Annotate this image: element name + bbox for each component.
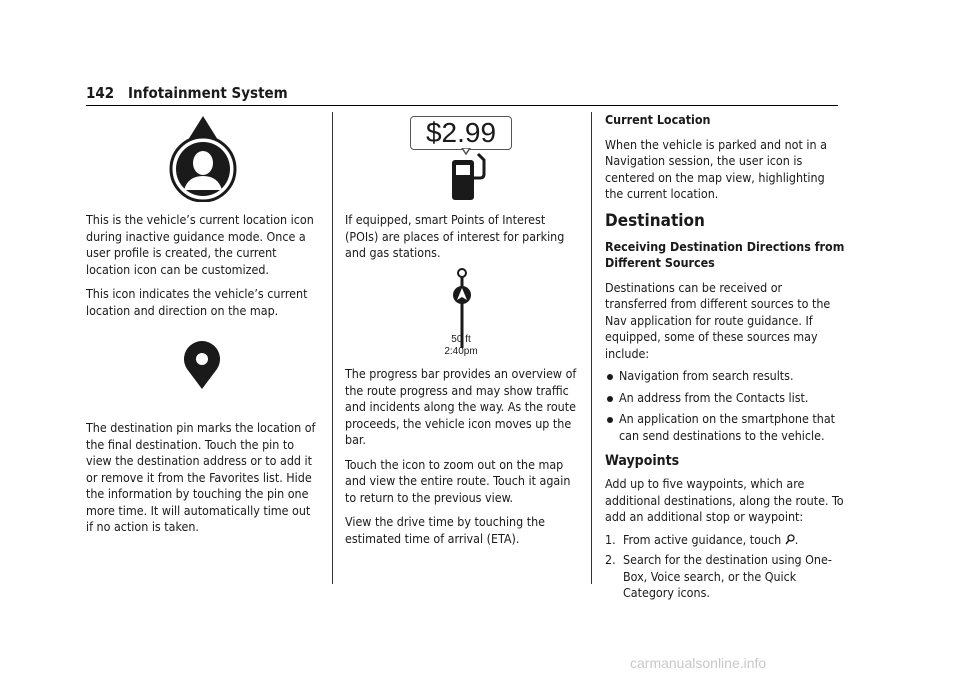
page-header [86, 84, 288, 102]
list-item: An application on the smartphone that can send destinations to the vehicle. [605, 411, 845, 444]
paragraph: The progress bar provides an overview of the route progress and may show traffic and incidents along the way. As the route proceeds, the vehicle icon moves up the bar. [345, 366, 577, 447]
receiving-title: Receiving Destination Directions from Different Sources [605, 238, 845, 270]
paragraph: Destinations can be received or transferred from different sources to the Nav application for route guidance. If equipped, some of these sources may include: [605, 279, 831, 361]
section-title: Infotainment System [128, 84, 288, 102]
list-item: 2. Search for the destination using One-Box, Voice search, or the Quick Category icons. [605, 552, 832, 600]
list-item: Navigation from search results. [605, 368, 845, 385]
waypoints-heading: Waypoints [605, 453, 680, 469]
list-item: An address from the Contacts list. [605, 390, 845, 407]
column-divider-1 [332, 112, 333, 584]
left-column-text-2 [86, 420, 318, 536]
column-divider-2 [591, 112, 592, 584]
paragraph: The destination pin marks the location of the final destination. Touch the pin to view the destination address or to add it or remove it from the Favorites list. Hide the information by touching the pin one more time. It will automatically time out if no action is taken. [86, 420, 316, 534]
list-item: 1. From active guidance, touch . [605, 531, 799, 547]
left-column-text [86, 212, 318, 319]
paragraph: If equipped, smart Points of Interest (POIs) are places of interest for parking and gas stations. [345, 212, 565, 260]
paragraph: View the drive time by touching the estimated time of arrival (ETA). [345, 514, 546, 546]
header-rule [86, 105, 838, 106]
sources-list [605, 368, 845, 444]
current-location-title: Current Location [605, 112, 711, 127]
right-column [605, 112, 845, 606]
middle-column-text-2 [345, 366, 581, 547]
paragraph: Add up to five waypoints, which are additional destinations, along the route. To add an additional stop or waypoint: [605, 476, 844, 524]
destination-heading: Destination [605, 210, 705, 231]
paragraph: Touch the icon to zoom out on the map and view the entire route. Touch it again to return to the previous view. [345, 456, 571, 505]
current-location-icon [166, 114, 240, 202]
waypoint-steps [605, 532, 845, 602]
paragraph: When the vehicle is parked and not in a Navigation session, the user icon is centered on the map view, highlighting the current location. [605, 136, 827, 201]
destination-pin-icon [182, 340, 222, 390]
progress-eta: 2:40pm [444, 346, 478, 357]
search-icon [785, 534, 795, 545]
page-number: 142 [86, 84, 115, 102]
paragraph: This is the vehicle’s current location icon during inactive guidance mode. Once a user profile is created, the current location icon can be customized. [86, 212, 314, 277]
watermark: carmanualsonline.info [630, 655, 767, 671]
fuel-pump-icon [452, 148, 492, 202]
paragraph: This icon indicates the vehicle’s current location and direction on the map. [86, 286, 308, 318]
poi-price-label: $2.99 [410, 116, 512, 150]
middle-column-text [345, 212, 581, 262]
progress-distance: 50 ft [451, 334, 471, 345]
